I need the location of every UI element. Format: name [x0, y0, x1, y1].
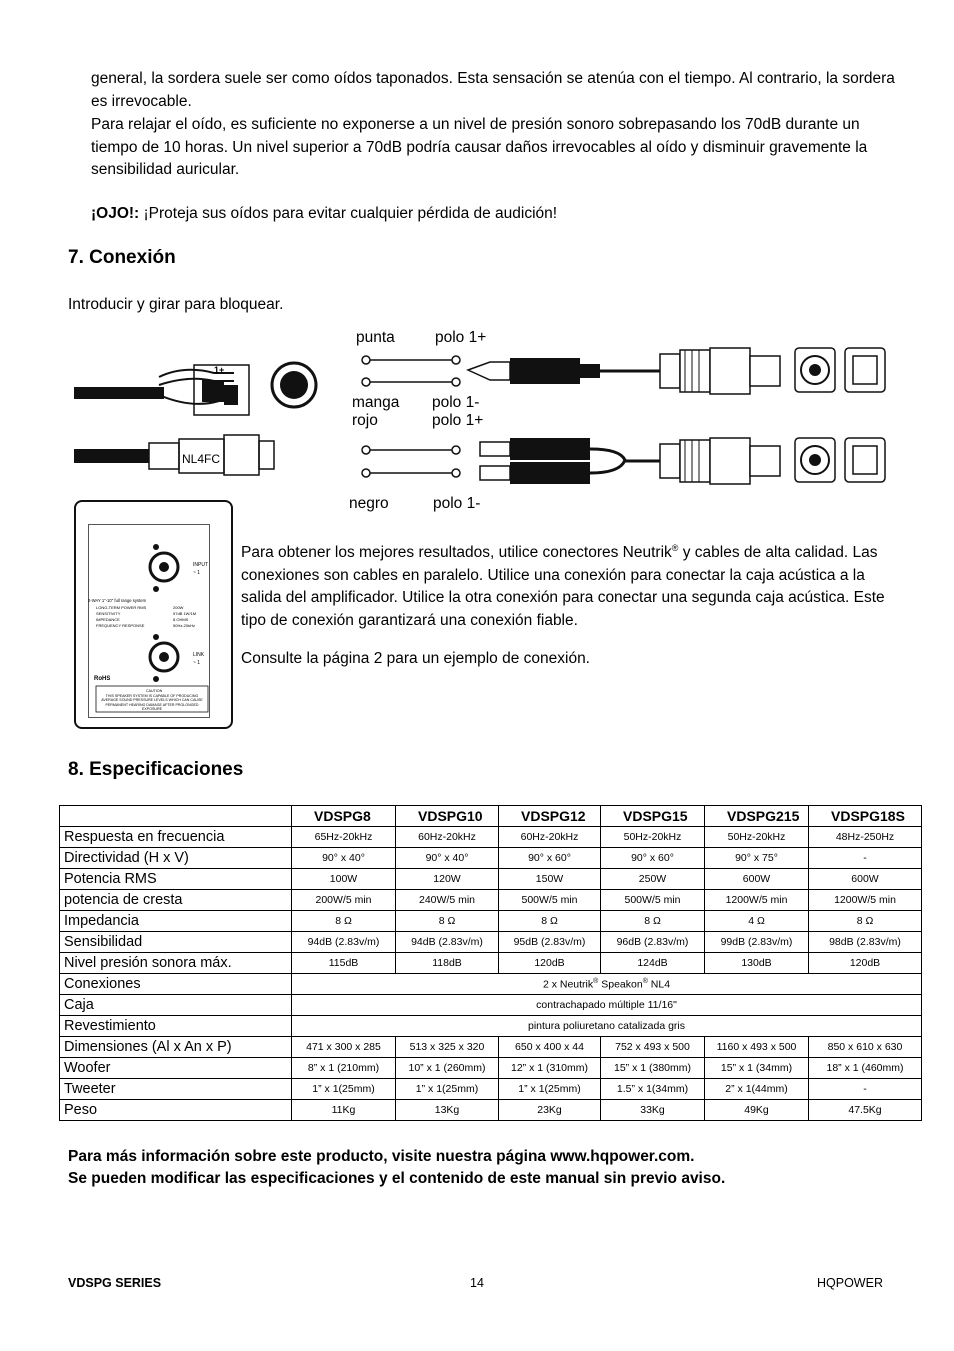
table-cell: 15” x 1 (34mm) — [705, 1058, 809, 1079]
table-cell: 65Hz-20kHz — [292, 827, 396, 848]
table-cell: 50Hz-20kHz — [601, 827, 705, 848]
connection-instruction: Introducir y girar para bloquear. — [68, 296, 284, 313]
row-label: Directividad (H x V) — [60, 848, 292, 869]
warning-line — [91, 203, 901, 226]
input-label: INPUT — [193, 562, 208, 568]
label-punta: punta — [356, 329, 395, 346]
model-header: VDSPG215 — [705, 806, 809, 827]
footer-brand: HQPOWER — [817, 1276, 883, 1290]
table-cell: 90° x 40° — [396, 848, 499, 869]
table-cell: 8 Ω — [396, 911, 499, 932]
table-cell: 500W/5 min — [499, 890, 601, 911]
table-cell: 8 Ω — [601, 911, 705, 932]
table-cell: 94dB (2.83v/m) — [396, 932, 499, 953]
table-cell: 500W/5 min — [601, 890, 705, 911]
label-rojo: rojo — [352, 412, 378, 429]
model-header: VDSPG15 — [601, 806, 705, 827]
section-8-heading: 8. Especificaciones — [68, 759, 244, 780]
neutrik-paragraph — [241, 537, 886, 632]
row-label: Impedancia — [60, 911, 292, 932]
more-info-line: Para más información sobre este producto, visite nuestra página www.hqpower.com. — [68, 1148, 695, 1165]
table-cell: 115dB — [292, 953, 396, 974]
specifications-table — [59, 805, 922, 1121]
frequency-label: FREQUENCY RESPONSE — [96, 623, 145, 628]
table-row — [60, 932, 922, 953]
table-cell: 8 Ω — [292, 911, 396, 932]
label-polo1minus-b: polo 1- — [433, 495, 481, 512]
registered-mark: ® — [593, 977, 599, 985]
model-header: VDSPG8 — [292, 806, 396, 827]
see-page-note: Consulte la página 2 para un ejemplo de conexión. — [241, 650, 590, 667]
table-cell: 2” x 1(44mm) — [705, 1079, 809, 1100]
table-cell: 8” x 1 (210mm) — [292, 1058, 396, 1079]
sensitivity-label: SENSITIVITY — [96, 611, 121, 616]
table-row — [60, 953, 922, 974]
model-header: VDSPG18S — [809, 806, 922, 827]
table-cell: 49Kg — [705, 1100, 809, 1121]
rohs-label: RoHS — [94, 676, 111, 682]
row-label: Caja — [60, 995, 292, 1016]
table-row — [60, 1037, 922, 1058]
row-label: Potencia RMS — [60, 869, 292, 890]
table-cell: 60Hz-20kHz — [396, 827, 499, 848]
table-cell: 23Kg — [499, 1100, 601, 1121]
row-label: Dimensiones (Al x An x P) — [60, 1037, 292, 1058]
label-negro: negro — [349, 495, 389, 512]
table-cell: 15” x 1 (380mm) — [601, 1058, 705, 1079]
cell-text: NL4 — [647, 978, 671, 991]
table-cell: 124dB — [601, 953, 705, 974]
table-header-row — [60, 806, 922, 827]
row-label: Tweeter — [60, 1079, 292, 1100]
caution-title: CAUTION — [146, 689, 163, 693]
impedance-value: 8 OHMS — [173, 617, 189, 622]
table-cell: 150W — [499, 869, 601, 890]
table-cell: 850 x 610 x 630 — [809, 1037, 922, 1058]
link-sub-label: ~ 1 — [193, 660, 201, 666]
row-label: Revestimiento — [60, 1016, 292, 1037]
table-cell: 118dB — [396, 953, 499, 974]
table-cell: 250W — [601, 869, 705, 890]
row-label: Woofer — [60, 1058, 292, 1079]
table-cell: 650 x 400 x 44 — [499, 1037, 601, 1058]
table-cell: 1” x 1(25mm) — [499, 1079, 601, 1100]
table-row — [60, 974, 922, 995]
row-label: Conexiones — [60, 974, 292, 995]
registered-mark: ® — [642, 977, 648, 985]
table-cell: 12” x 1 (310mm) — [499, 1058, 601, 1079]
table-cell: 10” x 1 (260mm) — [396, 1058, 499, 1079]
table-cell: 90° x 40° — [292, 848, 396, 869]
power-value: 200W — [173, 605, 184, 610]
table-cell: 98dB (2.83v/m) — [809, 932, 922, 953]
warning-label: ¡OJO!: — [91, 205, 140, 222]
table-row — [60, 869, 922, 890]
table-cell: 1200W/5 min — [705, 890, 809, 911]
label-manga: manga — [352, 394, 400, 411]
cell-text: Speakon — [598, 978, 643, 991]
table-row — [60, 827, 922, 848]
row-label: potencia de cresta — [60, 890, 292, 911]
table-cell: 47.5Kg — [809, 1100, 922, 1121]
table-row — [60, 1058, 922, 1079]
row-label: Peso — [60, 1100, 292, 1121]
table-cell: 120W — [396, 869, 499, 890]
table-cell: 50Hz-20kHz — [705, 827, 809, 848]
system-label: 2-WAY 1"-10" full range system — [88, 598, 147, 603]
table-cell: 600W — [705, 869, 809, 890]
table-cell: 130dB — [705, 953, 809, 974]
table-cell: 600W — [809, 869, 922, 890]
disclaimer-line: Se pueden modificar las especificaciones y el contenido de este manual sin previo aviso. — [68, 1170, 726, 1187]
table-cell: 1.5” x 1(34mm) — [601, 1079, 705, 1100]
cell-text: 2 x Neutrik — [542, 978, 594, 991]
table-cell-span: contrachapado múltiple 11/16" — [292, 995, 922, 1016]
table-cell: 60Hz-20kHz — [499, 827, 601, 848]
table-row — [60, 1100, 922, 1121]
input-sub-label: ~ 1 — [193, 570, 201, 576]
table-cell: 18” x 1 (460mm) — [809, 1058, 922, 1079]
frequency-value: 50Hz-20kHz — [173, 623, 196, 628]
row-label: Respuesta en frecuencia — [60, 827, 292, 848]
table-cell: 513 x 325 x 320 — [396, 1037, 499, 1058]
table-cell: 48Hz-250Hz — [809, 827, 922, 848]
table-cell: 1160 x 493 x 500 — [705, 1037, 809, 1058]
label-polo1plus-a: polo 1+ — [435, 329, 487, 346]
plus-one-label: 1+ — [214, 365, 225, 375]
power-label: LONG-TERM POWER RMS — [96, 605, 147, 610]
table-cell: 95dB (2.83v/m) — [499, 932, 601, 953]
intro-paragraph-2: Para relajar el oído, es suficiente no exponerse a un nivel de presión sonoro sobrepasando los 70dB durante un tiempo de 10 horas. Un nivel superior a 70dB podría causar daños irrevocables al oído y disminuir gravemente la sensibilidad auricular. — [91, 116, 868, 178]
nl4fc-connector-drawing — [74, 345, 334, 495]
table-cell: 96dB (2.83v/m) — [601, 932, 705, 953]
table-cell: 94dB (2.83v/m) — [292, 932, 396, 953]
table-cell: 1” x 1(25mm) — [292, 1079, 396, 1100]
section-7-heading: 7. Conexión — [68, 247, 176, 268]
table-row — [60, 1016, 922, 1037]
table-row — [60, 911, 922, 932]
table-cell: 90° x 75° — [705, 848, 809, 869]
table-cell: 13Kg — [396, 1100, 499, 1121]
wiring-diagram — [350, 340, 890, 500]
table-cell: - — [809, 1079, 922, 1100]
impedance-label: IMPEDANCE — [96, 617, 120, 622]
table-cell: 471 x 300 x 285 — [292, 1037, 396, 1058]
table-cell: 8 Ω — [809, 911, 922, 932]
table-cell: 120dB — [499, 953, 601, 974]
table-row — [60, 1079, 922, 1100]
neutrik-paragraph-start: Para obtener los mejores resultados, utilice conectores Neutrik — [241, 544, 672, 562]
sensitivity-value: 97dB 1W/1M — [173, 611, 197, 616]
table-row — [60, 848, 922, 869]
caution-text: THIS SPEAKER SYSTEM IS CAPABLE OF PRODUCING AVERAGE SOUND PRESSURE LEVELS WHICH CAN CAUSE PERMANENT HEARING DAMAGE AFTER PROLONGED EXPOSURE — [101, 694, 203, 712]
table-cell: 90° x 60° — [499, 848, 601, 869]
warning-text: ¡Proteja sus oídos para evitar cualquier pérdida de audición! — [139, 205, 558, 222]
registered-mark: ® — [671, 543, 679, 553]
table-row — [60, 890, 922, 911]
table-row — [60, 995, 922, 1016]
table-cell: 120dB — [809, 953, 922, 974]
table-cell: 200W/5 min — [292, 890, 396, 911]
label-polo1plus-b: polo 1+ — [432, 412, 484, 429]
row-label: Nivel presión sonora máx. — [60, 953, 292, 974]
intro-paragraph-1: general, la sordera suele ser como oídos taponados. Esta sensación se atenúa con el tiempo. Al contrario, la sordera es irrevocable. — [91, 70, 895, 110]
table-cell-span: pintura poliuretano catalizada gris — [292, 1016, 922, 1037]
table-cell: 99dB (2.83v/m) — [705, 932, 809, 953]
table-cell: 8 Ω — [499, 911, 601, 932]
model-header: VDSPG12 — [499, 806, 601, 827]
table-cell-span — [292, 974, 922, 995]
table-cell: 240W/5 min — [396, 890, 499, 911]
rear-panel-drawing — [74, 500, 233, 729]
table-cell: 100W — [292, 869, 396, 890]
table-corner-cell — [60, 806, 292, 827]
neutrik-paragraph-end: y cables de alta calidad. Las conexiones son cables en paralelo. Utilice una conexión para conectar la caja acústica a la salida del amplificador. Utilice la otra conexión para conectar una segunda caja acústica. Este tipo de conexión garantizará una conexión fiable. — [241, 544, 885, 629]
table-cell: 752 x 493 x 500 — [601, 1037, 705, 1058]
label-polo1minus-a: polo 1- — [432, 394, 480, 411]
table-cell: 4 Ω — [705, 911, 809, 932]
table-cell: 1200W/5 min — [809, 890, 922, 911]
link-label: LINK — [193, 652, 205, 658]
row-label: Sensibilidad — [60, 932, 292, 953]
table-cell: 90° x 60° — [601, 848, 705, 869]
table-cell: - — [809, 848, 922, 869]
model-header: VDSPG10 — [396, 806, 499, 827]
table-cell: 33Kg — [601, 1100, 705, 1121]
footer-series: VDSPG SERIES — [68, 1276, 162, 1290]
table-cell: 11Kg — [292, 1100, 396, 1121]
table-cell: 1” x 1(25mm) — [396, 1079, 499, 1100]
nl4fc-label: NL4FC — [182, 452, 221, 466]
page-number: 14 — [470, 1276, 484, 1290]
